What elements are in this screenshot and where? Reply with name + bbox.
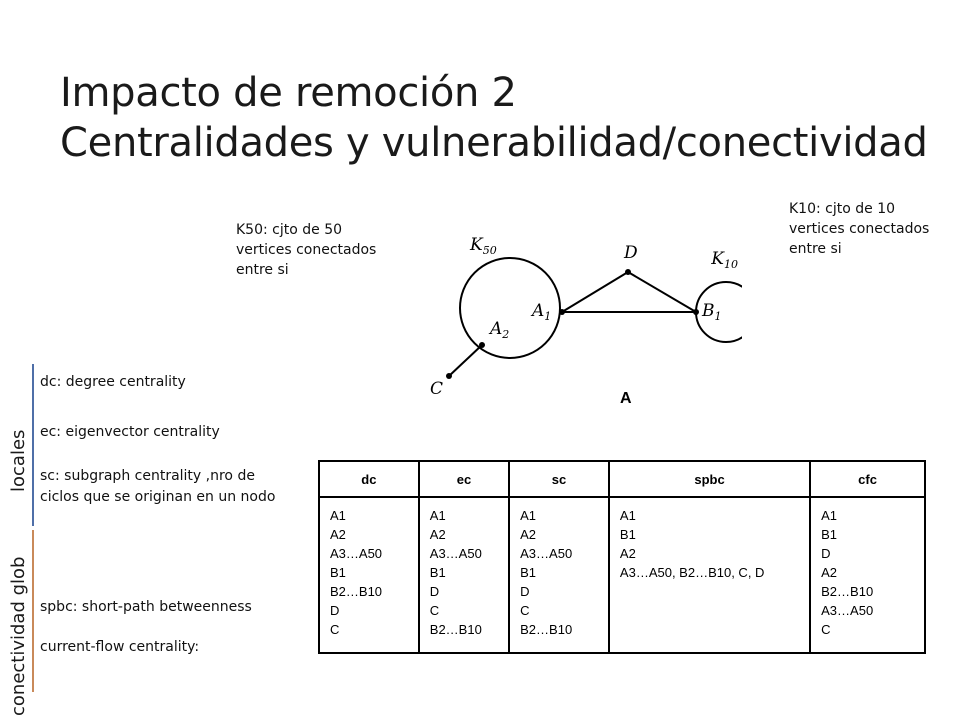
title-line-1: Impacto de remoción 2: [60, 70, 517, 116]
column-ec: [419, 497, 509, 653]
title-line-2: Centralidades y vulnerabilidad/conectividad: [60, 120, 928, 166]
locales-bracket-line: [32, 364, 34, 526]
rank-cell: A3…A50, B2…B10, C, D: [619, 565, 765, 580]
label-b1: $B_1$: [702, 301, 722, 323]
column-dc: [319, 497, 419, 653]
rank-cell: A3…A50: [429, 546, 482, 561]
rank-cell: D: [520, 584, 530, 599]
label-c: C: [430, 379, 444, 395]
label-k10: $K_{10}$: [711, 249, 738, 271]
label-d: D: [624, 243, 638, 263]
k50-note-line: vertices conectados: [236, 242, 377, 258]
k50-note: [236, 220, 376, 280]
rank-cell: C: [821, 622, 831, 637]
rank-cell: A1: [619, 508, 636, 523]
header-spbc: spbc: [609, 461, 810, 497]
label-k50: $K_{50}$: [470, 235, 497, 257]
node-b1: [693, 309, 699, 315]
label-a2: $A_2$: [490, 319, 510, 341]
rank-cell: B2…B10: [821, 584, 874, 599]
conectividad-glob-label: conectividad glob: [8, 556, 29, 716]
slide-title: [60, 68, 928, 168]
rank-cell: D: [330, 603, 340, 618]
rank-cell: A3…A50: [520, 546, 573, 561]
rank-cell: C: [429, 603, 440, 618]
rank-cell: B2…B10: [520, 622, 573, 637]
k50-note-line: K50: cjto de 50: [236, 222, 343, 238]
rank-cell: A1: [330, 508, 346, 523]
column-spbc: [609, 497, 810, 653]
centrality-ranking-table: [318, 460, 926, 654]
node-c: [446, 373, 452, 379]
legend-sc-line-1: sc: subgraph centrality ,nro de: [40, 468, 255, 484]
rank-cell: A2: [429, 527, 446, 542]
rank-cell: B1: [619, 527, 636, 542]
header-ec: ec: [419, 461, 509, 497]
rank-cell: A2: [619, 546, 636, 561]
k10-note-line: vertices conectados: [789, 221, 930, 237]
graph-caption: A: [620, 390, 632, 407]
graph-diagram: [412, 220, 742, 395]
rank-cell: A3…A50: [330, 546, 383, 561]
node-a1: [559, 309, 565, 315]
label-a1: $A_1$: [532, 301, 552, 323]
legend-spbc: spbc: short-path betweenness: [40, 599, 252, 615]
column-cfc: [810, 497, 925, 653]
rank-cell: A2: [330, 527, 346, 542]
edge-a2-c: [449, 345, 482, 376]
legend-sc-line-2: ciclos que se originan en un nodo: [40, 489, 276, 505]
locales-label: locales: [8, 429, 29, 492]
rank-cell: A1: [429, 508, 446, 523]
header-sc: sc: [509, 461, 609, 497]
rank-cell: A1: [821, 508, 838, 523]
header-cfc: cfc: [810, 461, 925, 497]
rank-cell: C: [520, 603, 530, 618]
rank-cell: B1: [429, 565, 446, 580]
header-dc: dc: [319, 461, 419, 497]
legend-ec: ec: eigenvector centrality: [40, 424, 220, 440]
node-d: [625, 269, 631, 275]
rank-cell: C: [330, 622, 340, 637]
table-header-row: [319, 461, 925, 497]
k50-note-line: entre si: [236, 262, 289, 278]
edge-d-b1: [628, 272, 696, 312]
k50-clique-circle: [460, 258, 560, 358]
rank-cell: A2: [821, 565, 838, 580]
rank-cell: B1: [330, 565, 346, 580]
rank-cell: D: [429, 584, 440, 599]
rank-cell: D: [821, 546, 831, 561]
rank-cell: A2: [520, 527, 537, 542]
rank-cell: B1: [520, 565, 537, 580]
legend-dc: dc: degree centrality: [40, 374, 186, 390]
column-sc: [509, 497, 609, 653]
rank-cell: B2…B10: [330, 584, 383, 599]
rank-cell: A1: [520, 508, 537, 523]
table-row: [319, 497, 925, 653]
k10-note-line: K10: cjto de 10: [789, 201, 896, 217]
rank-cell: B2…B10: [429, 622, 482, 637]
legend-cfc: current-flow centrality:: [40, 639, 200, 655]
glob-bracket-line: [32, 530, 34, 692]
rank-cell: A3…A50: [821, 603, 874, 618]
rank-cell: B1: [821, 527, 838, 542]
k10-note: [789, 199, 929, 259]
edge-a1-d: [562, 272, 628, 312]
k10-note-line: entre si: [789, 241, 842, 257]
node-a2: [479, 342, 485, 348]
